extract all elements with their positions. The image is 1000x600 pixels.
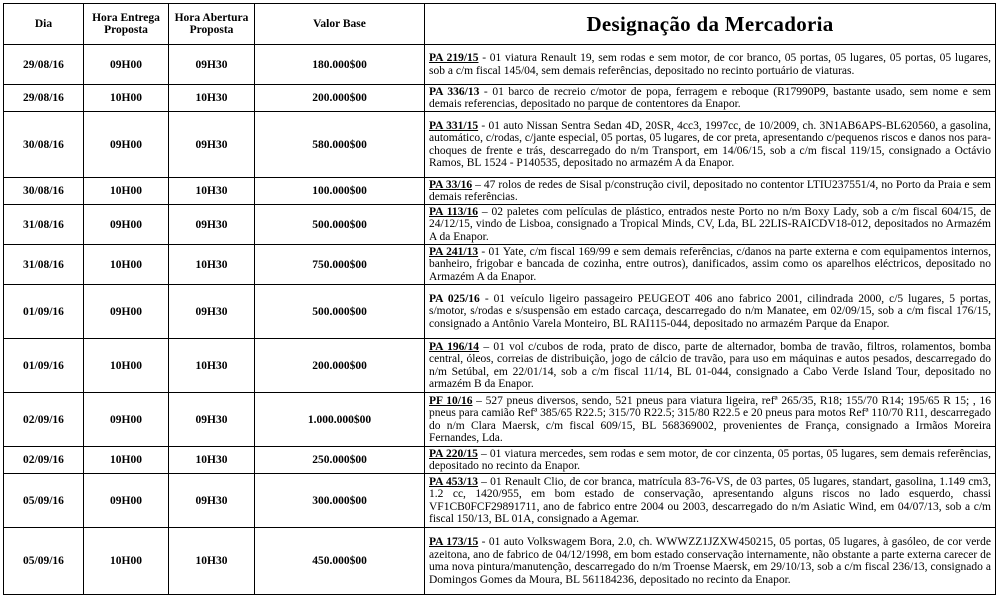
table-row: [4, 45, 996, 85]
cell-dia: 29/08/16: [4, 45, 84, 85]
cell-hora-abertura: 10H30: [169, 447, 255, 474]
goods-description: – 01 vol c/cubos de roda, prato de disco, parte de alternador, bomba de travão, filtros, rolamentos, bomba central, óleos, correias de distribuição, jogo de cálcio de travão, para uso em máquinas e autos pesados, descarregado do n/m Setúbal, em 22/01/14, sob a c/m fiscal 11/14, BL 01-044, consignado a Cabo Verde Island Tour, depositado no armazém B da Enapor.: [429, 340, 991, 390]
cell-valor-base: 500.000$00: [255, 205, 425, 245]
process-reference: PA 453/13: [429, 475, 478, 488]
cell-hora-abertura: 10H30: [169, 528, 255, 595]
cell-designacao: [425, 393, 996, 447]
header-hora-abertura: Hora Abertura Proposta: [169, 4, 255, 45]
auction-list: [3, 3, 995, 595]
goods-description: – 01 Renault Clio, de cor branca, matrícula 83-76-VS, de 03 partes, 05 lugares, standart, gasolina, 1.149 cm3, 1.2 cc, 1420/955, em bom estado de conservação, apresentando alguns riscos no lado esquerdo, chassi VF1CB0FCF29891711, ano de fabrico entre 2004 ou 2003, descarregado do n/m Asiatic Wind, em 04/07/13, sob a c/m fiscal 150/13, BL 01A, consignado a Agemar.: [429, 475, 992, 525]
cell-designacao: [425, 245, 996, 285]
process-reference: PA 173/15: [429, 536, 479, 548]
goods-description: - 01 Yate, c/m fiscal 169/99 e sem demais referências, c/danos na parte externa e com equipamentos internos, banheiro, frigobar e bancada de cozinha, entre outros), danificados, assim como os aparelhos eléctricos, depositado no Armazém A da Enapor.: [429, 245, 991, 283]
cell-dia: 30/08/16: [4, 178, 84, 205]
cell-dia: 01/09/16: [4, 339, 84, 393]
cell-hora-abertura: 10H30: [169, 245, 255, 285]
table-row: [4, 178, 996, 205]
process-reference: PA 336/13: [429, 85, 480, 98]
cell-designacao: [425, 85, 996, 112]
cell-hora-entrega: 09H00: [84, 474, 169, 528]
cell-designacao: [425, 205, 996, 245]
process-reference: PA 025/16: [429, 292, 480, 305]
table-row: [4, 245, 996, 285]
cell-valor-base: 750.000$00: [255, 245, 425, 285]
header-valor-base: Valor Base: [255, 4, 425, 45]
cell-hora-entrega: 10H00: [84, 447, 169, 474]
cell-designacao: [425, 112, 996, 178]
cell-hora-entrega: 10H00: [84, 528, 169, 595]
cell-valor-base: 1.000.000$00: [255, 393, 425, 447]
table-row: [4, 447, 996, 474]
cell-dia: 30/08/16: [4, 112, 84, 178]
process-reference: PA 220/15: [429, 447, 478, 460]
process-reference: PA 196/14: [429, 340, 480, 353]
header-dia: Dia: [4, 4, 84, 45]
process-reference: PA 331/15: [429, 119, 479, 132]
cell-hora-entrega: 10H00: [84, 178, 169, 205]
cell-designacao: [425, 474, 996, 528]
cell-hora-entrega: 10H00: [84, 245, 169, 285]
cell-designacao: [425, 528, 996, 595]
cell-valor-base: 250.000$00: [255, 447, 425, 474]
process-reference: PA 241/13: [429, 245, 479, 258]
table-row: [4, 285, 996, 339]
cell-hora-entrega: 10H00: [84, 85, 169, 112]
cell-hora-abertura: 10H30: [169, 85, 255, 112]
cell-dia: 31/08/16: [4, 245, 84, 285]
cell-hora-abertura: 09H30: [169, 285, 255, 339]
cell-designacao: [425, 45, 996, 85]
cell-designacao: [425, 285, 996, 339]
table-row: [4, 474, 996, 528]
cell-hora-entrega: 09H00: [84, 285, 169, 339]
cell-hora-entrega: 09H00: [84, 205, 169, 245]
cell-hora-abertura: 09H30: [169, 205, 255, 245]
header-row: [4, 4, 996, 45]
goods-description: - 01 auto Volkswagem Bora, 2.0, ch. WWWZZ1JZXW450215, 05 portas, 05 lugares, à gasóleo, de cor verde azeitona, ano de fabrico de 04/12/1998, em bom estado conservação internamente, não obstante a parte externa carecer de uma nova pintura/manutenção, descarregado do n/m Troense Maersk, em 29/10/13, sob a c/m fiscal 236/13, consignado a Domingos Gomes da Moura, BL 561184236, depositado no recinto da Enapor.: [429, 536, 991, 586]
goods-description: – 02 paletes com películas de plástico, entrados neste Porto no n/m Boxy Lady, sob a c/m fiscal 604/15, de 24/12/15, vindo de Lisboa, consignado a Tropical Minds, CV, Lda, BL 22LIS-RAICDV18-012, depositados no Armazém A da Enapor.: [429, 205, 991, 243]
cell-dia: 02/09/16: [4, 393, 84, 447]
cell-dia: 05/09/16: [4, 474, 84, 528]
cell-dia: 05/09/16: [4, 528, 84, 595]
cell-dia: 02/09/16: [4, 447, 84, 474]
cell-valor-base: 200.000$00: [255, 85, 425, 112]
table-row: [4, 205, 996, 245]
goods-description: - 01 auto Nissan Sentra Sedan 4D, 20SR, 4cc3, 1997cc, de 10/2009, ch. 3N1AB6APS-BL620560, a gasolina, automático, c/rodas, c/jante especial, 05 portas, 05 lugares, de cor preta, apresentando c/pequenos riscos e danos nos para-choques de frente e trás, descarregado do n/m Transport, em 14/06/15, sob a c/m fiscal 119/15, consignado a Octávio Ramos, BL 1524 - P140535, depositado no armazém A da Enapor.: [429, 119, 991, 169]
goods-description: - 01 veículo ligeiro passageiro PEUGEOT 406 ano fabrico 2001, cilindrada 2000, c/5 lugares, 5 portas, s/motor, s/rodas e s/suspensão em estado carcaça, descarregado do n/m Manatee, em 02/09/15, sob a c/m fiscal 176/15, consignado a Antônio Varela Monteiro, BL RAI115-044, depositado no armazém Parque da Enapor.: [429, 292, 991, 330]
process-reference: PA 33/16: [429, 178, 473, 191]
process-reference: PF 10/16: [429, 394, 473, 407]
goods-description: - 01 barco de recreio c/motor de popa, ferragem e reboque (R17990P9, bastante usado, sem nome e sem demais referencias, depositado no parque de contentores da Enapor.: [429, 85, 991, 110]
cell-valor-base: 580.000$00: [255, 112, 425, 178]
table-row: [4, 339, 996, 393]
cell-dia: 29/08/16: [4, 85, 84, 112]
header-designacao: Designação da Mercadoria: [425, 4, 996, 45]
cell-hora-abertura: 09H30: [169, 45, 255, 85]
cell-valor-base: 100.000$00: [255, 178, 425, 205]
goods-description: – 01 viatura mercedes, sem rodas e sem motor, de cor cinzenta, 05 portas, 05 lugares, sem demais referências, depositado no recinto da Enapor.: [429, 447, 991, 472]
cell-hora-abertura: 10H30: [169, 339, 255, 393]
lots-table: [3, 3, 996, 595]
cell-valor-base: 500.000$00: [255, 285, 425, 339]
cell-valor-base: 200.000$00: [255, 339, 425, 393]
cell-hora-entrega: 09H00: [84, 393, 169, 447]
cell-dia: 01/09/16: [4, 285, 84, 339]
goods-description: - 01 viatura Renault 19, sem rodas e sem motor, de cor branco, 05 portas, 05 lugares, 05 portas, 05 lugares, sob a c/m fiscal 145/04, sem demais referências, depositado no recinto portuário de viaturas.: [429, 52, 991, 77]
table-row: [4, 528, 996, 595]
process-reference: PA 113/16: [429, 205, 479, 218]
table-row: [4, 393, 996, 447]
cell-hora-abertura: 09H30: [169, 393, 255, 447]
goods-description: – 527 pneus diversos, sendo, 521 pneus para viatura ligeira, refª 265/35, R18; 155/70 R14; 195/65 R 15; , 16 pneus para camião Refª 385/65 R22.5; 315/70 R22.5; 315/80 R22.5 e 20 pneus para motos Refª 110/70 R11, descarregado do n/m Clara Maersk, c/m fiscal 609/15, BL 568369002, provenientes de França, consignado a Irmãos Moreira Fernandes, Lda.: [429, 394, 991, 444]
cell-designacao: [425, 339, 996, 393]
cell-hora-entrega: 09H00: [84, 112, 169, 178]
header-hora-entrega: Hora Entrega Proposta: [84, 4, 169, 45]
goods-description: – 47 rolos de redes de Sisal p/construção civil, depositado no contentor LTIU237551/4, no Porto da Praia e sem demais referências.: [429, 178, 991, 203]
process-reference: PA 219/15: [429, 52, 479, 64]
cell-hora-abertura: 09H30: [169, 474, 255, 528]
cell-hora-entrega: 10H00: [84, 339, 169, 393]
cell-hora-abertura: 10H30: [169, 178, 255, 205]
cell-valor-base: 300.000$00: [255, 474, 425, 528]
cell-dia: 31/08/16: [4, 205, 84, 245]
cell-designacao: [425, 178, 996, 205]
cell-hora-entrega: 09H00: [84, 45, 169, 85]
cell-valor-base: 450.000$00: [255, 528, 425, 595]
cell-designacao: [425, 447, 996, 474]
cell-valor-base: 180.000$00: [255, 45, 425, 85]
cell-hora-abertura: 09H30: [169, 112, 255, 178]
table-row: [4, 112, 996, 178]
table-row: [4, 85, 996, 112]
